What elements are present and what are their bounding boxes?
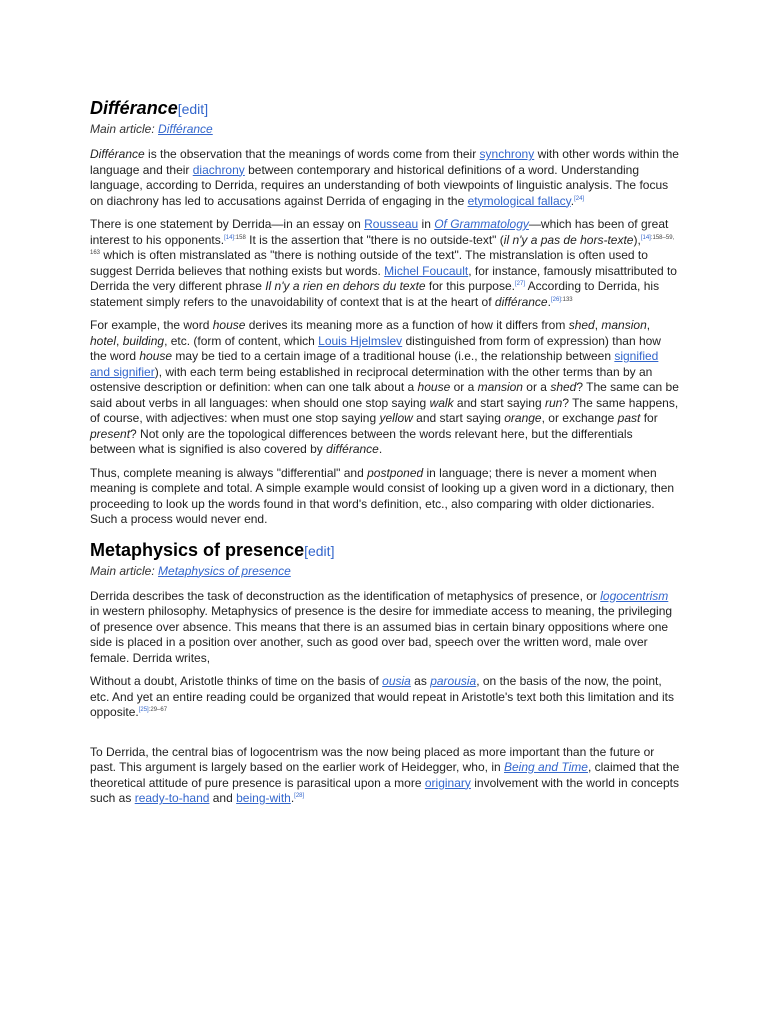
page-reference: :158 [234, 234, 246, 241]
text-run: is the observation that the meanings of words come from their [144, 147, 480, 161]
text-run: , or exchange [541, 411, 618, 425]
italic-text: present [90, 426, 131, 441]
italic-text: past [617, 411, 641, 425]
text-run: , [646, 318, 651, 332]
citation [641, 235, 651, 241]
main-article-link[interactable]: Différance [158, 122, 213, 136]
text-run: in western philosophy. Metaphysics of presence is the desire for immediate access to meaning, the privileging of presence over absence. This means that there is an assumed bias in certain binary oppositions where one side is placed in a position over another, such as good over bad, speech over the written word, male over female. Derrida writes, [90, 604, 673, 665]
section-title: Metaphysics of presence [90, 539, 305, 560]
italic-text: run [544, 395, 563, 410]
italic-text: house [139, 349, 173, 363]
text-run: ? The same happens, of course, with adjectives: when must one stop saying [90, 395, 679, 425]
italic-text: différance [326, 442, 379, 456]
text-run: . [378, 442, 383, 456]
italic-text: Il n'y a rien en dehors du texte [265, 279, 426, 293]
main-article-note [90, 563, 680, 579]
citation-link[interactable]: [14] [640, 234, 651, 241]
text-run: which is often mistranslated as "there is nothing outside of the text". The mistranslation is often used to suggest Derrida believes that nothing exists but words. [90, 248, 648, 278]
citation-link[interactable]: [14] [224, 234, 235, 241]
citation-link[interactable]: [27] [514, 281, 525, 287]
text-run: and start saying [453, 395, 545, 410]
paragraph [90, 217, 680, 310]
italic-text: hotel [90, 333, 117, 348]
text-run: , for instance, famously misattributed to Derrida the very different phrase [90, 263, 677, 293]
citation [515, 281, 525, 287]
wiki-link[interactable]: synchrony [479, 147, 535, 161]
text-run: ? The same can be said about verbs in all languages: when should one stop saying [90, 380, 679, 410]
block-quote [90, 674, 680, 721]
paragraph [90, 589, 680, 667]
article-body [90, 96, 680, 815]
text-run: It is the assertion that "there is no outside-text" ( [245, 232, 504, 247]
main-article-note [90, 121, 680, 137]
wiki-link[interactable]: being-with [236, 791, 291, 805]
wiki-link[interactable]: diachrony [192, 162, 245, 177]
text-run: Without a doubt, Aristotle thinks of time on the basis of [90, 674, 383, 688]
wiki-link[interactable]: signified and signifier [90, 349, 659, 379]
edit-link-wrapper: [edit] [304, 542, 335, 559]
paragraph [90, 318, 680, 458]
italic-text: yellow [379, 411, 413, 425]
text-run: and start saying [412, 411, 505, 425]
text-run: , [594, 318, 602, 332]
paragraph [90, 466, 680, 528]
page-reference: :158–59, 163 [90, 234, 675, 256]
citation-link[interactable]: [24] [574, 195, 585, 202]
wiki-link[interactable]: parousia [430, 674, 477, 688]
page-reference: :29–67 [148, 707, 168, 713]
citation-link[interactable]: [25] [138, 707, 149, 713]
text-run: , on the basis of the now, the point, etc. And yet an entire reading could be organized that would repeat in Aristotle's text both this limitation and its opposite. [90, 674, 674, 719]
italic-text: postponed [367, 465, 424, 480]
italic-text: mansion [477, 380, 523, 394]
section-heading-metaphysics [90, 538, 680, 563]
text-run: in [418, 217, 435, 231]
paragraph [90, 147, 680, 209]
text-run: . [547, 294, 551, 309]
wiki-link[interactable]: Rousseau [364, 217, 419, 231]
text-run: may be tied to a certain image of a traditional house (i.e., the relationship between [172, 349, 615, 363]
text-run: —which has been of great interest to his opponents. [90, 217, 669, 247]
italic-text: walk [429, 395, 454, 410]
text-run: . [290, 791, 295, 805]
text-run: According to Derrida, his statement simply refers to the unavoidability of context that is at the heart of [90, 279, 660, 309]
section-heading-differance [90, 96, 680, 121]
wiki-link[interactable]: Michel Foucault [384, 263, 469, 278]
text-run: involvement with the world in concepts such as [90, 775, 679, 805]
text-run: in language; there is never a moment when meaning is complete and total. A simple example would consist of looking up a given word in a dictionary, then proceeding to look up the words found in that word's definition, etc., also comparing with older dictionaries. Such a process would never end. [90, 465, 675, 526]
text-run: as [410, 674, 431, 688]
text-run: For example, the word [90, 318, 213, 332]
section-title: Différance [90, 98, 178, 118]
edit-link[interactable]: edit [181, 101, 205, 117]
text-run: ), with each term being established in reciprocal determination with the other terms than by an ostensive description or definition: when can one talk about a [90, 364, 653, 394]
text-run: , etc. (form of content, which [164, 333, 319, 348]
wiki-link[interactable]: logocentrism [600, 588, 669, 603]
text-run: derives its meaning more as a function of how it differs from [245, 318, 569, 332]
citation [224, 235, 234, 241]
text-run: Thus, complete meaning is always "differential" and [90, 465, 368, 480]
text-run: between contemporary and historical definitions of a word. Understanding language, according to Derrida, requires an understanding of both viewpoints of linguistic analysis. The focus on diachrony has led to accusations against Derrida of engaging in the [90, 162, 669, 208]
main-article-link[interactable]: Metaphysics of presence [158, 563, 291, 578]
text-run: and [209, 791, 237, 805]
wiki-link[interactable]: ousia [382, 674, 411, 688]
wiki-link[interactable]: originary [424, 775, 471, 790]
main-article-prefix: Main article: [90, 122, 155, 136]
wiki-link[interactable]: etymological fallacy [467, 193, 571, 208]
text-run: for [640, 411, 658, 425]
text-run: distinguished from form of expression) than how the word [90, 333, 661, 363]
text-run: or a [522, 380, 551, 394]
text-run: . [570, 193, 575, 208]
wiki-link[interactable]: Of Grammatology [434, 217, 529, 231]
wiki-link[interactable]: Louis Hjelmslev [318, 333, 403, 348]
citation [574, 196, 584, 202]
text-run: ), [633, 232, 641, 247]
text-run: To Derrida, the central bias of logocentrism was the now being placed as more important than the future or past. This argument is largely based on the earlier work of Heidegger, who, in [90, 744, 655, 774]
text-run: Derrida describes the task of deconstruction as the identification of metaphysics of presence, or [90, 588, 601, 603]
text-run: for this purpose. [425, 279, 515, 293]
page-reference: :133 [560, 296, 573, 303]
italic-text: building [122, 333, 165, 348]
italic-text: shed [568, 318, 595, 332]
italic-text: house [212, 318, 246, 332]
italic-text: différance [494, 294, 548, 309]
italic-text: house [417, 380, 451, 394]
text-run: with other words within the language and their [90, 147, 679, 177]
italic-text: mansion [601, 318, 647, 332]
citation [551, 297, 561, 303]
citation [139, 707, 149, 713]
text-run: , claimed that the theoretical attitude of pure presence is parasitical upon a more [90, 760, 680, 790]
edit-link[interactable]: edit [307, 542, 331, 559]
text-run: There is one statement by Derrida—in an essay on [90, 217, 365, 231]
edit-link-wrapper: [edit] [177, 101, 209, 117]
italic-text: il n'y a pas de hors-texte [503, 232, 634, 247]
italic-text: Différance [90, 147, 145, 161]
italic-text: orange [504, 411, 542, 425]
italic-text: shed [550, 380, 577, 394]
citation-link[interactable]: [28] [294, 793, 305, 799]
text-run: ? Not only are the topological differences between the words relevant here, but the differentials between what is signified is also covered by [90, 426, 633, 456]
paragraph [90, 745, 680, 807]
main-article-prefix: Main article: [90, 563, 155, 578]
text-run: , [116, 333, 123, 348]
citation [294, 793, 304, 799]
wiki-link[interactable]: Being and Time [504, 760, 588, 774]
wiki-link[interactable]: ready-to-hand [134, 791, 210, 805]
citation-link[interactable]: [26] [550, 296, 561, 303]
text-run: or a [450, 380, 478, 394]
